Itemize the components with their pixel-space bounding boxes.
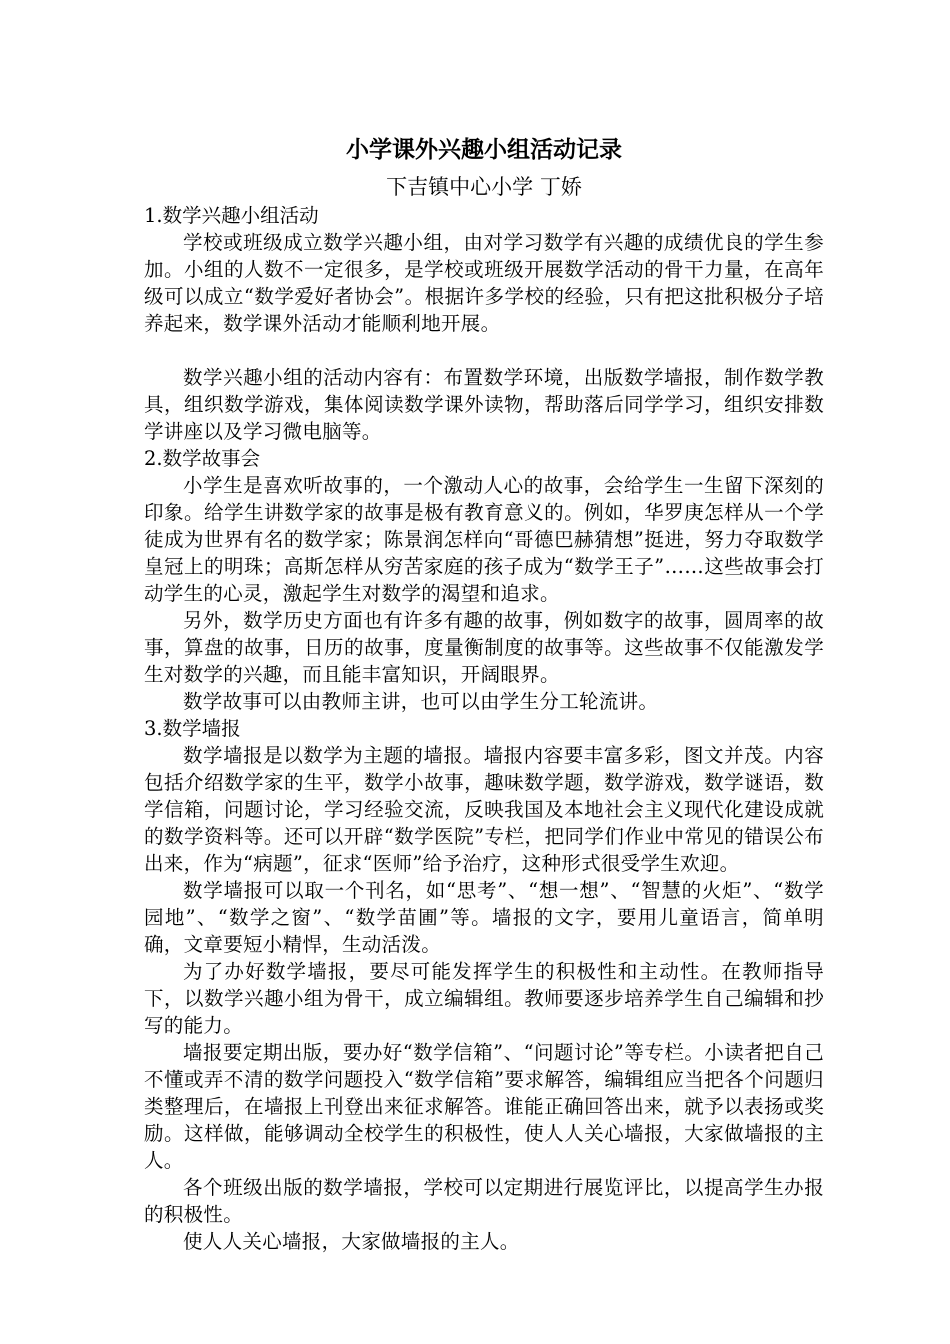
section-math-interest-group bbox=[144, 202, 824, 445]
section-heading: 2.数学故事会 bbox=[144, 447, 261, 470]
paragraph: 各个班级出版的数学墙报，学校可以定期进行展览评比，以提高学生办报的积极性。 bbox=[144, 1176, 824, 1226]
section-math-wall-newspaper bbox=[144, 715, 824, 1255]
section-heading: 3.数学墙报 bbox=[144, 717, 241, 740]
document-author: 下吉镇中心小学 丁娇 bbox=[386, 175, 582, 199]
paragraph-spacer bbox=[144, 337, 824, 364]
paragraph: 小学生是喜欢听故事的，一个激动人心的故事，会给学生一生留下深刻的印象。给学生讲数学家的故事是极有教育意义的。例如，华罗庚怎样从一个学徒成为世界有名的数学家；陈景润怎样向“哥德巴赫猜想”挺进，努力夺取数学皇冠上的明珠；高斯怎样从穷苦家庭的孩子成为“数学王子”……这些故事会打动学生的心灵，激起学生对数学的渴望和追求。 bbox=[144, 474, 824, 605]
section-math-story-session bbox=[144, 445, 824, 715]
paragraph: 数学兴趣小组的活动内容有：布置数学环境，出版数学墙报，制作数学教具，组织数学游戏，集体阅读数学课外读物，帮助落后同学学习，组织安排数学讲座以及学习微电脑等。 bbox=[144, 366, 824, 443]
section-heading: 1.数学兴趣小组活动 bbox=[144, 204, 319, 227]
paragraph: 数学墙报是以数学为主题的墙报。墙报内容要丰富多彩，图文并茂。内容包括介绍数学家的生平，数学小故事，趣味数学题，数学游戏，数学谜语，数学信箱，问题讨论，学习经验交流，反映我国及本地社会主义现代化建设成就的数学资料等。还可以开辟“数学医院”专栏，把同学们作业中常见的错误公布出来，作为“病题”，征求“医师”给予治疗，这种形式很受学生欢迎。 bbox=[144, 744, 824, 875]
paragraph: 为了办好数学墙报，要尽可能发挥学生的积极性和主动性。在教师指导下，以数学兴趣小组为骨干，成立编辑组。教师要逐步培养学生自己编辑和抄写的能力。 bbox=[144, 960, 824, 1037]
paragraph: 学校或班级成立数学兴趣小组，由对学习数学有兴趣的成绩优良的学生参加。小组的人数不一定很多，是学校或班级开展数学活动的骨干力量，在高年级可以成立“数学爱好者协会”。根据许多学校的经验，只有把这批积极分子培养起来，数学课外活动才能顺利地开展。 bbox=[144, 231, 824, 335]
paragraph: 使人人关心墙报，大家做墙报的主人。 bbox=[183, 1230, 520, 1253]
paragraph: 数学墙报可以取一个刊名，如“思考”、“想一想”、“智慧的火炬”、“数学园地”、“数学之窗”、“数学苗圃”等。墙报的文字，要用儿童语言，简单明确，文章要短小精悍，生动活泼。 bbox=[144, 879, 824, 956]
document-page bbox=[144, 134, 824, 1255]
document-title: 小学课外兴趣小组活动记录 bbox=[346, 137, 622, 163]
paragraph: 数学故事可以由教师主讲，也可以由学生分工轮流讲。 bbox=[183, 690, 659, 713]
paragraph: 墙报要定期出版，要办好“数学信箱”、“问题讨论”等专栏。小读者把自己不懂或弄不清的数学问题投入“数学信箱”要求解答，编辑组应当把各个问题归类整理后，在墙报上刊登出来征求解答。谁能正确回答出来，就予以表扬或奖励。这样做，能够调动全校学生的积极性，使人人关心墙报，大家做墙报的主人。 bbox=[144, 1041, 824, 1172]
paragraph: 另外，数学历史方面也有许多有趣的故事，例如数字的故事，圆周率的故事，算盘的故事，日历的故事，度量衡制度的故事等。这些故事不仅能激发学生对数学的兴趣，而且能丰富知识，开阔眼界。 bbox=[144, 609, 824, 686]
